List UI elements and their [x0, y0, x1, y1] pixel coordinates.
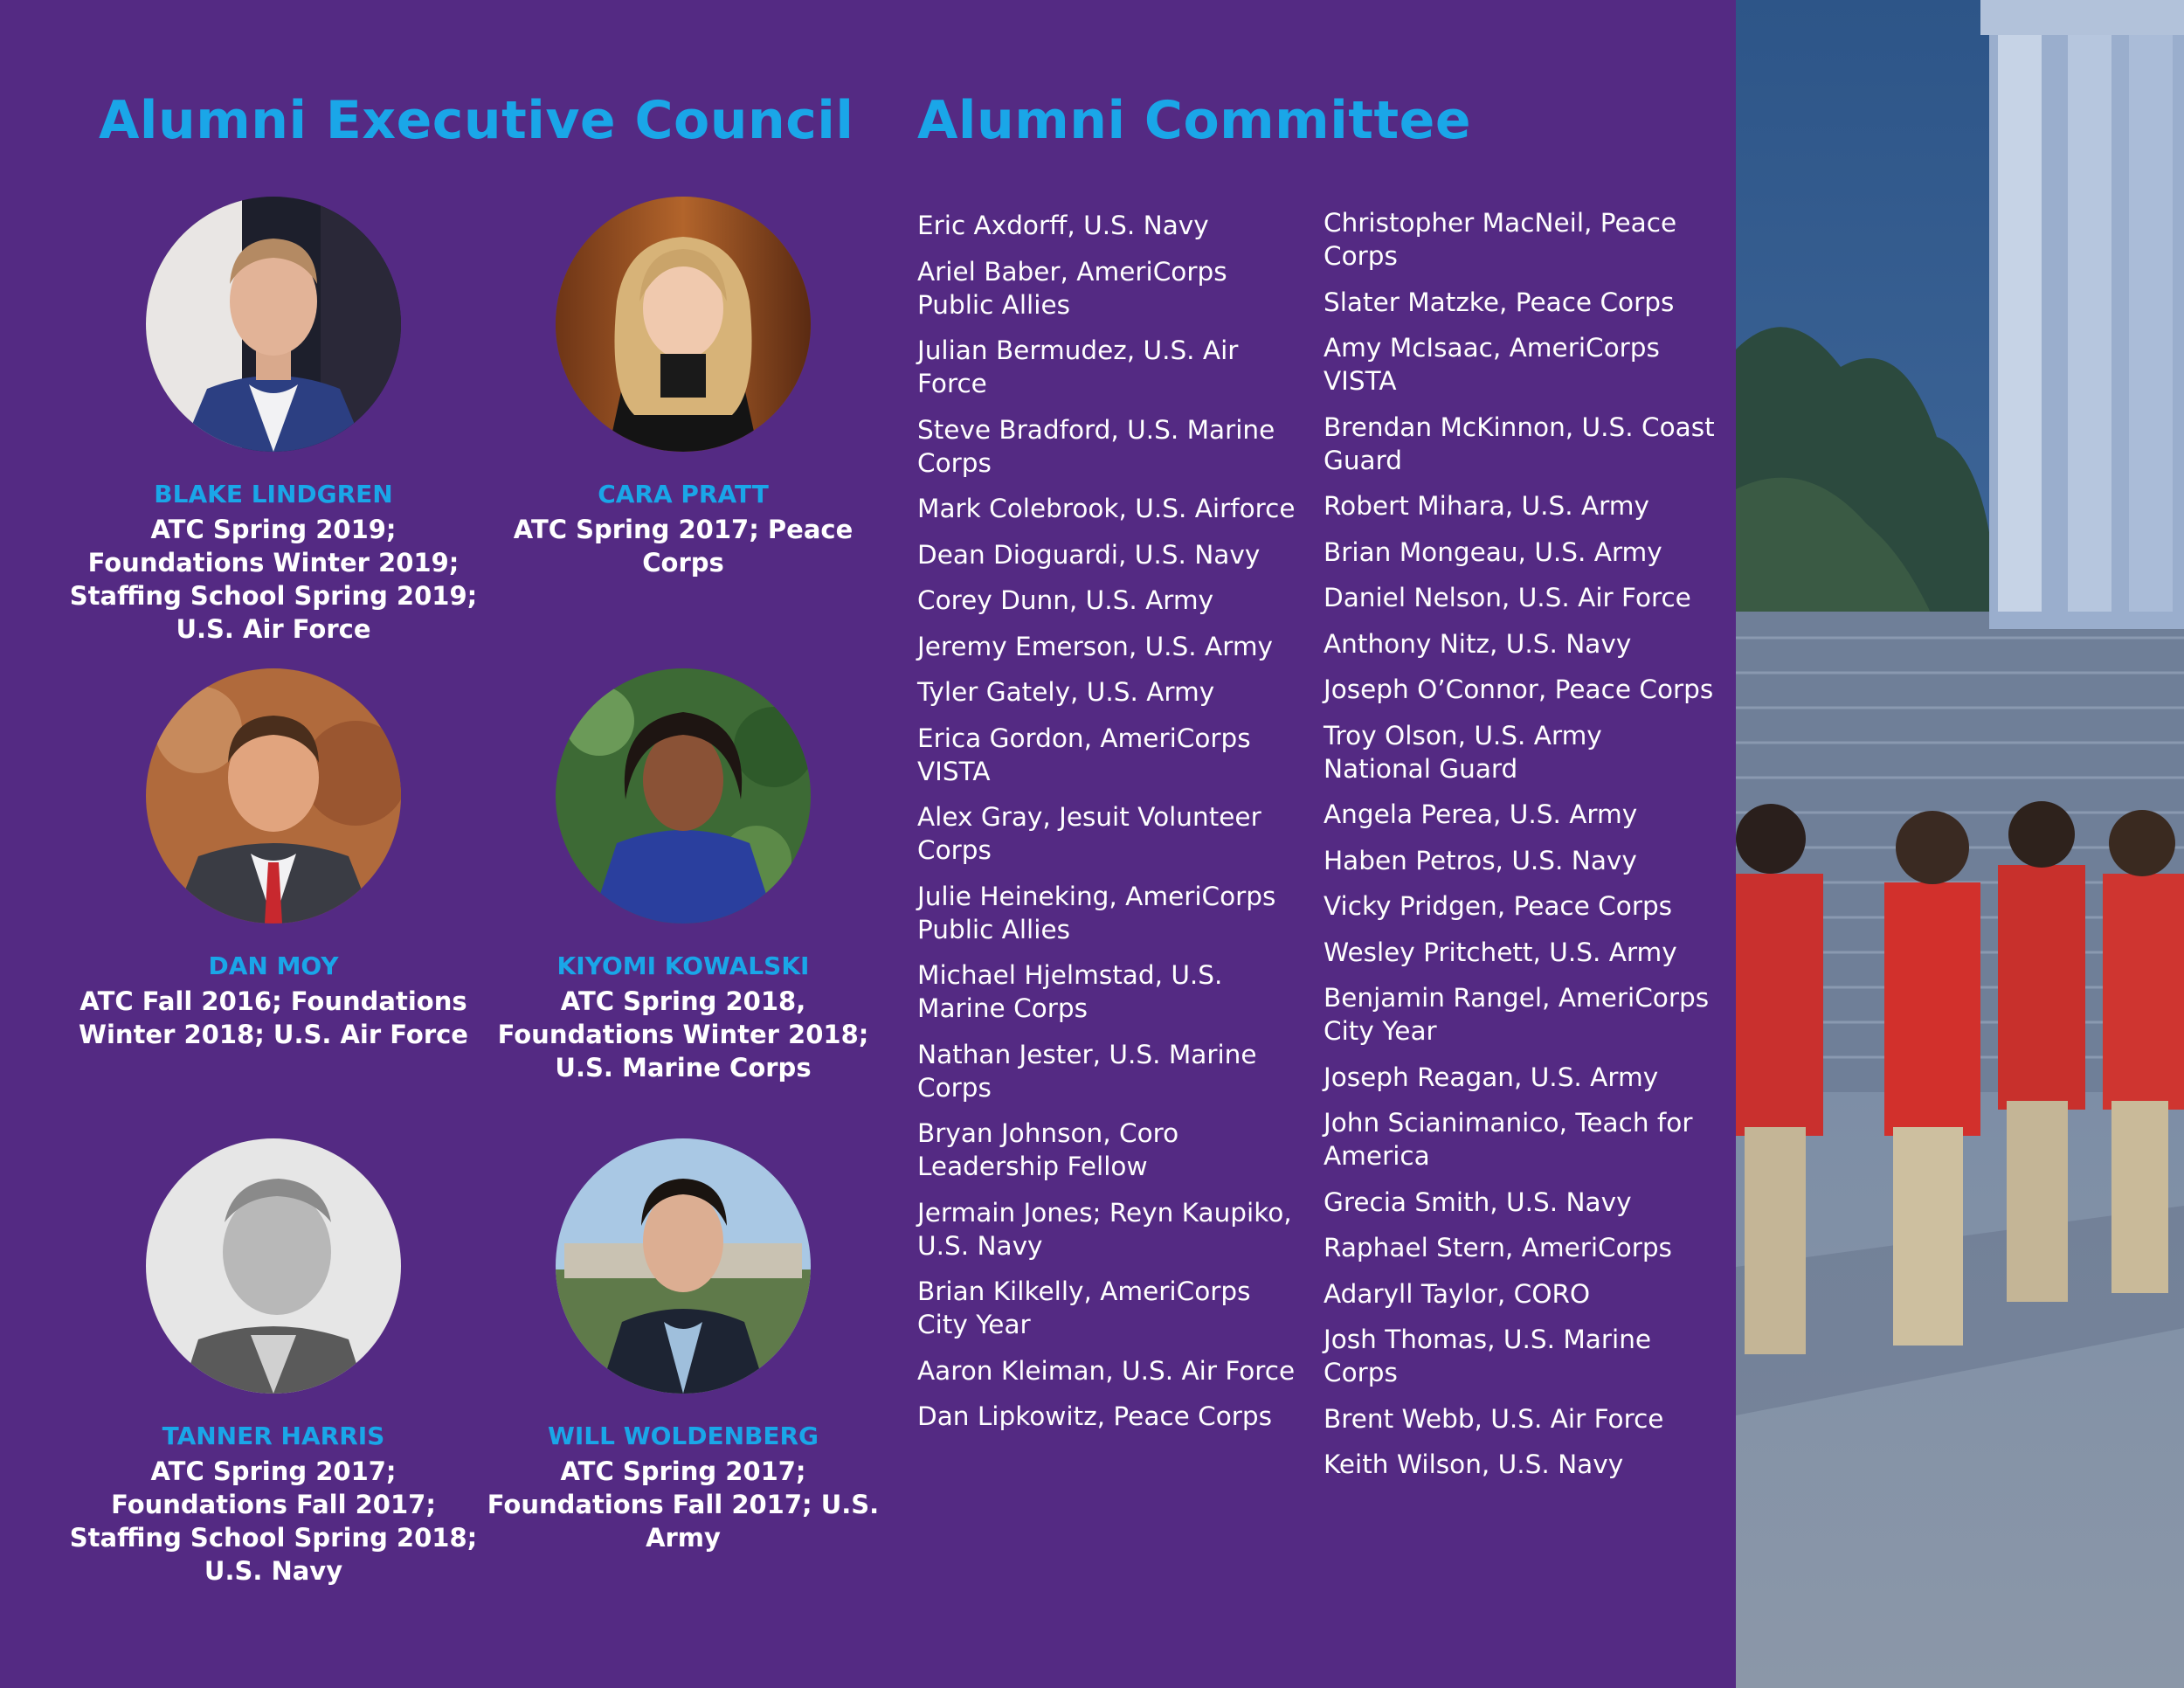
- committee-member: Brian Mongeau, U.S. Army: [1324, 536, 1662, 567]
- member-photo: [556, 668, 811, 924]
- member-photo: [146, 197, 401, 452]
- committee-member: Angela Perea, U.S. Army: [1324, 799, 1638, 829]
- committee-member: Aaron Kleiman, U.S. Air Force: [917, 1355, 1296, 1386]
- member-name: BLAKE LINDGREN: [154, 480, 393, 508]
- committee-member: Slater Matzke, Peace Corps: [1324, 287, 1675, 317]
- committee-column-1: [917, 209, 1302, 1446]
- committee-member: Robert Mihara, U.S. Army: [1324, 491, 1649, 521]
- committee-member: Raphael Stern, AmeriCorps: [1324, 1233, 1672, 1263]
- committee-member: Benjamin Rangel, AmeriCorps City Year: [1324, 983, 1710, 1046]
- committee-member: Haben Petros, U.S. Navy: [1324, 845, 1637, 875]
- member-name: DAN MOY: [208, 951, 339, 980]
- council-member: [478, 668, 888, 1084]
- committee-member: Jeremy Emerson, U.S. Army: [917, 631, 1274, 661]
- council-title: Alumni Executive Council: [99, 90, 854, 151]
- member-detail: ATC Fall 2016; Foundations Winter 2018; U.S. Air Force: [79, 986, 468, 1049]
- committee-member: Julian Bermudez, U.S. Air Force: [917, 336, 1239, 398]
- member-name: TANNER HARRIS: [162, 1422, 385, 1450]
- member-detail: ATC Spring 2017; Foundations Fall 2017; U.S. Army: [487, 1456, 880, 1553]
- committee-member: Tyler Gately, U.S. Army: [917, 677, 1215, 707]
- member-detail: ATC Spring 2017; Peace Corps: [513, 515, 854, 578]
- member-detail: ATC Spring 2018, Foundations Winter 2018; U.S. Marine Corps: [497, 986, 869, 1083]
- council-member: [68, 1138, 479, 1588]
- committee-member: Erica Gordon, AmeriCorps VISTA: [917, 723, 1251, 786]
- committee-column-2: [1324, 206, 1717, 1494]
- council-member: [478, 1138, 888, 1554]
- committee-member: Joseph O’Connor, Peace Corps: [1324, 675, 1714, 704]
- committee-member: Christopher MacNeil, Peace Corps: [1324, 208, 1677, 271]
- member-photo: [146, 668, 401, 924]
- committee-member: Julie Heineking, AmeriCorps Public Allies: [917, 881, 1276, 944]
- committee-member: Josh Thomas, U.S. Marine Corps: [1324, 1325, 1652, 1387]
- committee-member: Mark Colebrook, U.S. Airforce: [917, 494, 1296, 523]
- committee-member: John Scianimanico, Teach for America: [1324, 1108, 1693, 1171]
- member-name: CARA PRATT: [598, 480, 769, 508]
- committee-member: Ariel Baber, AmeriCorps Public Allies: [917, 256, 1227, 320]
- council-member: [68, 197, 479, 646]
- committee-member: Brent Webb, U.S. Air Force: [1324, 1403, 1664, 1434]
- member-name: WILL WOLDENBERG: [547, 1422, 819, 1450]
- committee-title: Alumni Committee: [917, 90, 1472, 151]
- committee-member: Bryan Johnson, Coro Leadership Fellow: [917, 1118, 1179, 1181]
- committee-member: Eric Axdorff, U.S. Navy: [917, 211, 1209, 240]
- committee-member: Adaryll Taylor, CORO: [1324, 1278, 1591, 1309]
- member-detail: ATC Spring 2017; Foundations Fall 2017; Staffing School Spring 2018; U.S. Navy: [69, 1456, 478, 1586]
- committee-member: Joseph Reagan, U.S. Army: [1324, 1062, 1659, 1092]
- council-member: [478, 197, 888, 579]
- committee-member: Michael Hjelmstad, U.S. Marine Corps: [917, 960, 1223, 1023]
- committee-member: Wesley Pritchett, U.S. Army: [1324, 937, 1677, 967]
- committee-member: Steve Bradford, U.S. Marine Corps: [917, 414, 1275, 478]
- memorial-photo: [1736, 0, 2184, 1688]
- council-member: [68, 668, 479, 1051]
- committee-member: Grecia Smith, U.S. Navy: [1324, 1186, 1632, 1217]
- member-photo: [146, 1138, 401, 1394]
- committee-member: Brian Kilkelly, AmeriCorps City Year: [917, 1276, 1251, 1339]
- committee-member: Brendan McKinnon, U.S. Coast Guard: [1324, 412, 1715, 475]
- committee-member: Keith Wilson, U.S. Navy: [1324, 1449, 1624, 1479]
- committee-member: Alex Gray, Jesuit Volunteer Corps: [917, 802, 1261, 865]
- committee-member: Vicky Pridgen, Peace Corps: [1324, 891, 1673, 921]
- committee-member: Troy Olson, U.S. Army National Guard: [1324, 720, 1602, 784]
- committee-member: Dean Dioguardi, U.S. Navy: [917, 539, 1261, 570]
- committee-member: Anthony Nitz, U.S. Navy: [1324, 628, 1632, 659]
- committee-member: Amy McIsaac, AmeriCorps VISTA: [1324, 333, 1660, 396]
- member-name: KIYOMI KOWALSKI: [556, 951, 810, 980]
- member-photo: [556, 197, 811, 452]
- committee-member: Dan Lipkowitz, Peace Corps: [917, 1401, 1273, 1431]
- member-detail: ATC Spring 2019; Foundations Winter 2019; Staffing School Spring 2019; U.S. Air Force: [69, 515, 478, 644]
- committee-member: Nathan Jester, U.S. Marine Corps: [917, 1039, 1257, 1103]
- committee-member: Corey Dunn, U.S. Army: [917, 585, 1214, 615]
- committee-member: Daniel Nelson, U.S. Air Force: [1324, 583, 1691, 612]
- committee-member: Jermain Jones; Reyn Kaupiko, U.S. Navy: [917, 1197, 1292, 1261]
- member-photo: [556, 1138, 811, 1394]
